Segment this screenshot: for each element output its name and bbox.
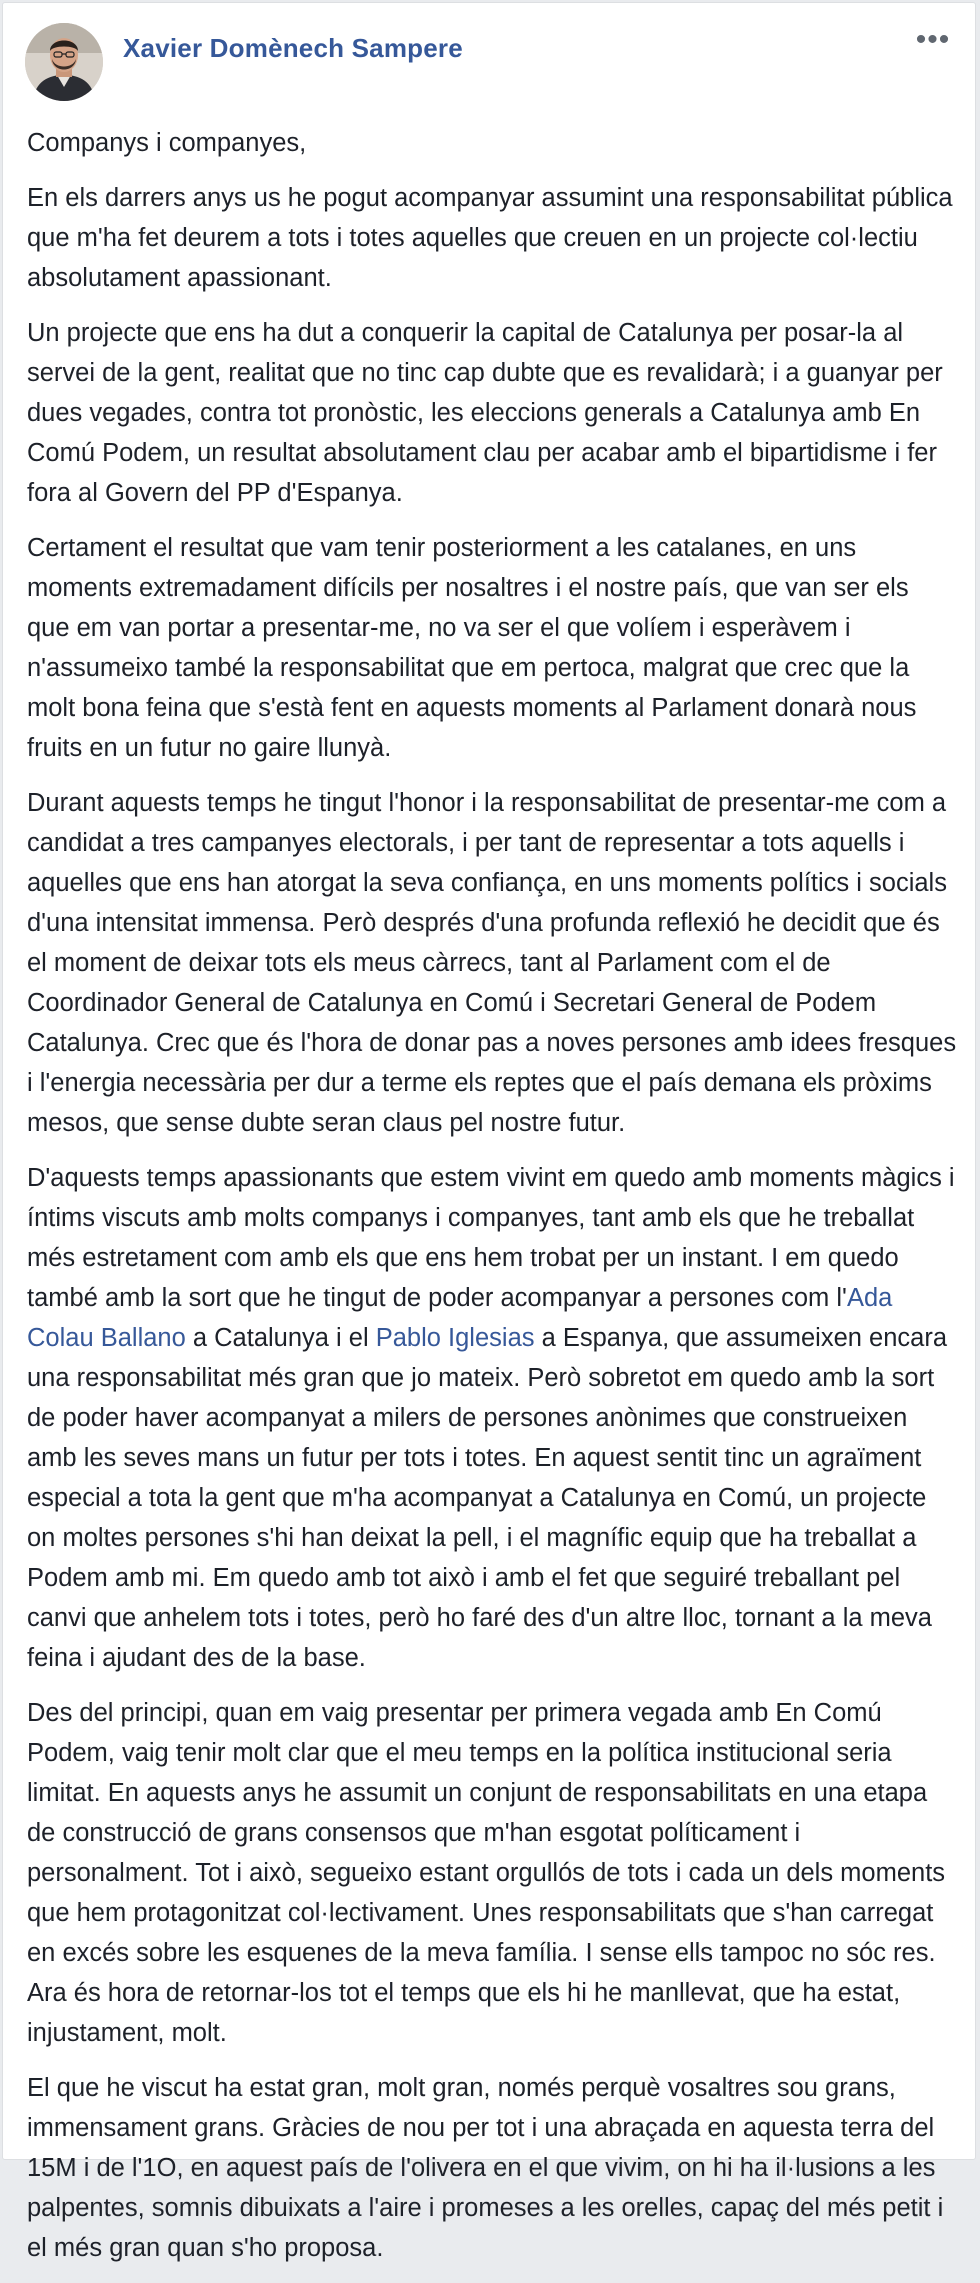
post-header — [3, 3, 975, 113]
post-paragraph: Des del principi, quan em vaig presentar per primera vegada amb En Comú Podem, vaig tenir molt clar que el meu temps en la política institucional seria limitat. En aquests anys he assumit un conjunt de responsabilitats en una etapa de construcció de grans consensos que m'han esgotat políticament i personalment. Tot i això, segueixo estant orgullós de tots i cada un dels moments que hem protagonitzat col·lectivament. Unes responsabilitats que s'han carregat en excés sobre les esquenes de la meva família. I sense ells tampoc no sóc res. Ara és hora de retornar-los tot el temps que els hi he manllevat, que ha estat, injustament, molt. — [27, 1699, 946, 2047]
post-paragraph: En els darrers anys us he pogut acompanyar assumint una responsabilitat pública que m'ha fet deurem a tots i totes aquelles que creuen en un projecte col·lectiu absolutament apassionant. — [27, 184, 953, 292]
post-card — [2, 2, 976, 2262]
avatar[interactable] — [25, 23, 103, 101]
more-options-icon[interactable]: ••• — [915, 23, 951, 56]
post-paragraph — [27, 1158, 957, 1678]
post-paragraph: Durant aquests temps he tingut l'honor i la responsabilitat de presentar-me com a candidat a tres campanyes electorals, i per tant de representar a tots aquells i aquelles que ens han atorgat la seva confiança, en uns moments polítics i socials d'una intensitat immensa. Però després d'una profunda reflexió he decidit que és el moment de deixar tots els meus càrrecs, tant al Parlament com el de Coordinador General de Catalunya en Comú i Secretari General de Podem Catalunya. Crec que és l'hora de donar pas a noves persones amb idees fresques i l'energia necessària per dur a terme els reptes que el país demana els pròxims mesos, que sense dubte seran claus pel nostre futur. — [27, 789, 957, 1137]
mention-link-ada-colau[interactable]: Ada Colau Ballano — [27, 1284, 893, 1352]
avatar-photo — [25, 23, 103, 101]
paragraph-text: D'aquests temps apassionants que estem vivint em quedo amb moments màgics i íntims viscuts amb molts companys i companyes, tant amb els que he treballat més estretament com amb els que ens hem trobat per un instant. I em quedo també amb la sort que he tingut de poder acompanyar a persones com l' — [27, 1164, 955, 1312]
paragraph-text: a Catalunya i el — [185, 1324, 376, 1352]
post-paragraph: Un projecte que ens ha dut a conquerir la capital de Catalunya per posar-la al servei de la gent, realitat que no tinc cap dubte que es revalidarà; i a guanyar per dues vegades, contra tot pronòstic, les eleccions generals a Catalunya amb En Comú Podem, un resultat absolutament clau per acabar amb el bipartidisme i fer fora al Govern del PP d'Espanya. — [27, 319, 943, 507]
post-body — [27, 123, 957, 2283]
post-paragraph: Certament el resultat que vam tenir posteriorment a les catalanes, en uns moments extremadament difícils per nosaltres i el nostre país, que van ser els que em van portar a presentar-me, no va ser el que volíem i esperàvem i n'assumeixo també la responsabilitat que em pertoca, malgrat que crec que la molt bona feina que s'està fent en aquests moments al Parlament donarà nous fruits en un futur no gaire llunyà. — [27, 534, 917, 762]
author-name[interactable]: Xavier Domènech Sampere — [123, 33, 463, 63]
mention-link-pablo-iglesias[interactable]: Pablo Iglesias — [375, 1324, 535, 1352]
post-paragraph: Companys i companyes, — [27, 129, 307, 157]
paragraph-text: a Espanya, que assumeixen encara una responsabilitat més gran que jo mateix. Però sobretot em quedo amb la sort de poder haver acompanyat a milers de persones anònimes que construeixen amb les seves mans un futur per tots i totes. En aquest sentit tinc un agraïment especial a tota la gent que m'ha acompanyat a Catalunya en Comú, un projecte on moltes persones s'hi han deixat la pell, i el magnífic equip que ha treballat a Podem amb mi. Em quedo amb tot això i amb el fet que seguiré treballant pel canvi que anhelem tots i totes, però ho faré des d'un altre lloc, tornant a la meva feina i ajudant des de la base. — [27, 1324, 948, 1672]
post-paragraph: El que he viscut ha estat gran, molt gran, només perquè vosaltres sou grans, immensament grans. Gràcies de nou per tot i una abraçada en aquesta terra del 15M i de l'1O, en aquest país de l'olivera en el que vivim, on hi ha il·lusions a les palpentes, somnis dibuixats a l'aire i promeses a les orelles, capaç del més petit i el més gran quan s'ho proposa. — [27, 2074, 944, 2262]
